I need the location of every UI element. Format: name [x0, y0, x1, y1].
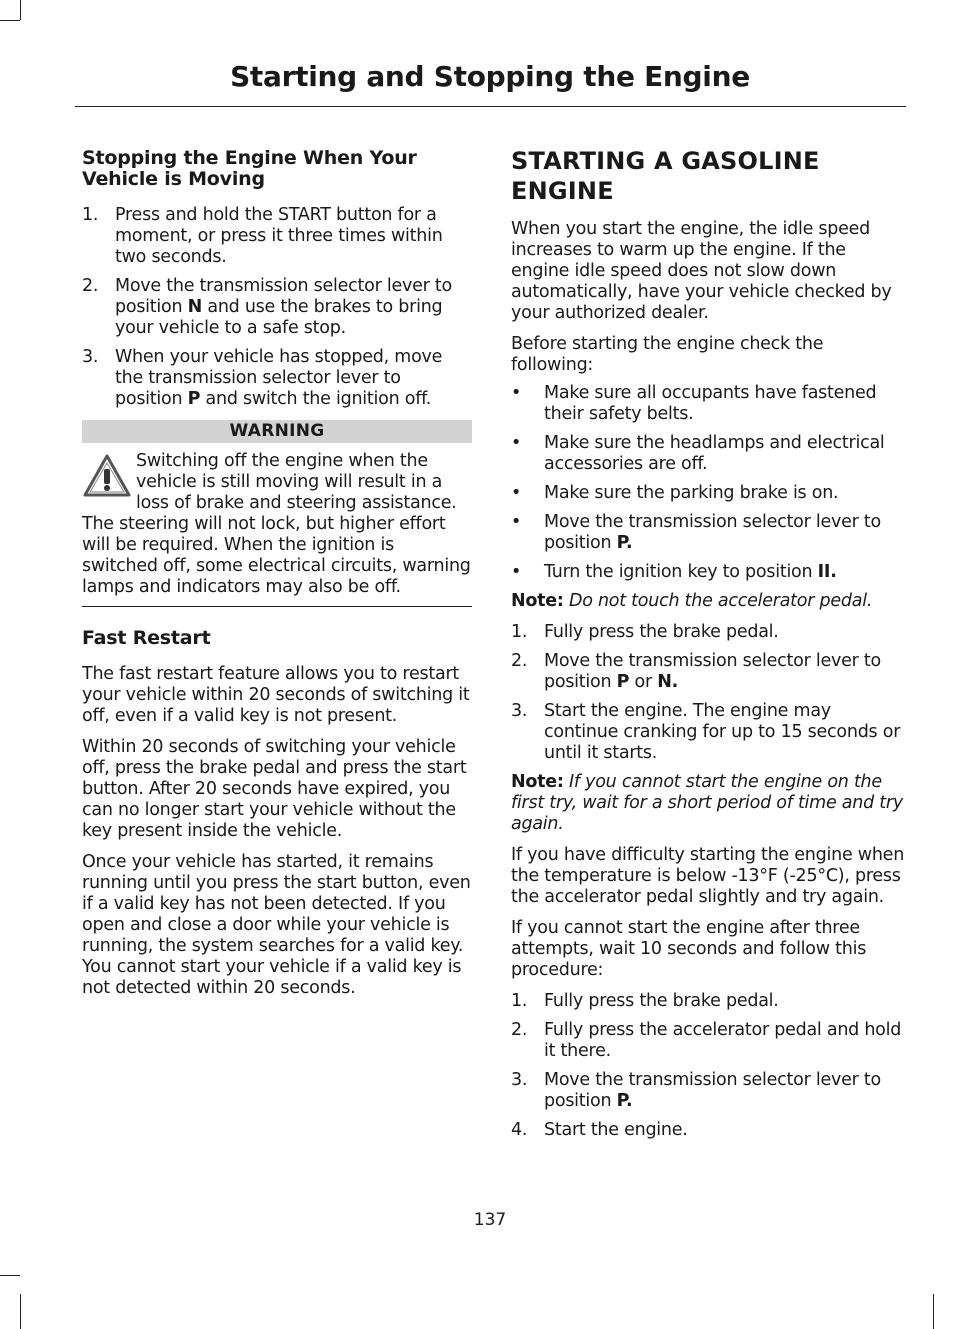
bullet-item	[511, 383, 906, 425]
crop-mark-bottom-right-v	[933, 1294, 934, 1329]
list-item	[82, 347, 472, 410]
note-1-label: Note:	[511, 591, 564, 611]
list-item	[511, 651, 906, 693]
bullet-item-marker: •	[511, 433, 522, 453]
bullet-item	[511, 512, 906, 554]
check-intro: Before starting the engine check the following:	[511, 334, 824, 375]
warning-text: Switching off the engine when the vehicle is still moving will result in a loss of brake and steering assistance. The steering will not lock, but higher effort will be required. When the ignition is switched off, some electrical circuits, warning lamps and indicators may also be off.	[82, 451, 471, 597]
title-rule	[75, 106, 906, 107]
bullet-item	[511, 562, 906, 583]
bullet-item-text: II.	[817, 562, 837, 582]
bullet-item	[511, 483, 906, 504]
warning-triangle-icon	[82, 453, 132, 499]
list-item	[511, 701, 906, 764]
list-item-text: Press and hold the START button for a moment, or press it three times within two seconds.	[115, 205, 443, 267]
note-2-label: Note:	[511, 772, 564, 792]
stop-steps-list	[82, 205, 472, 410]
bullet-item-marker: •	[511, 483, 522, 503]
list-item-marker: 1.	[82, 205, 99, 225]
checklist	[511, 383, 906, 583]
note-1	[511, 591, 906, 612]
list-item-marker: 2.	[82, 276, 99, 296]
list-item-text: Start the engine. The engine may continue cranking for up to 15 seconds or until it starts.	[544, 701, 901, 763]
left-column	[82, 146, 472, 1009]
list-item-marker: 2.	[511, 651, 528, 671]
list-item-text: Fully press the brake pedal.	[544, 991, 779, 1011]
list-item-text: Move the transmission selector lever to position	[544, 651, 881, 692]
warning-label: WARNING	[82, 420, 472, 443]
list-item-marker: 2.	[511, 1020, 528, 1040]
start-steps-list	[511, 622, 906, 764]
crop-mark-bottom-left-v	[20, 1294, 21, 1329]
list-item-marker: 3.	[82, 347, 99, 367]
bullet-item-text: Make sure the headlamps and electrical accessories are off.	[544, 433, 885, 474]
note-2	[511, 772, 906, 835]
list-item	[82, 276, 472, 339]
right-column	[511, 146, 906, 1149]
list-item-text: P	[616, 672, 630, 692]
cold-start-paragraph: If you have difficulty starting the engine when the temperature is below -13°F (-25°C), press the accelerator pedal slightly and try again.	[511, 845, 905, 907]
bullet-item-marker: •	[511, 383, 522, 403]
fast-restart-paragraph: The fast restart feature allows you to restart your vehicle within 20 seconds of switching it off, even if a valid key is not present.	[82, 664, 470, 726]
bullet-item-marker: •	[511, 512, 522, 532]
gasoline-heading: STARTING A GASOLINE ENGINE	[511, 147, 820, 205]
list-item-text: or	[629, 672, 658, 692]
bullet-item	[511, 433, 906, 475]
list-item-marker: 1.	[511, 622, 528, 642]
list-item	[82, 205, 472, 268]
bullet-item-text: Move the transmission selector lever to position	[544, 512, 881, 553]
bullet-item-marker: •	[511, 562, 522, 582]
note-2-text: If you cannot start the engine on the first try, wait for a short period of time and try again.	[511, 772, 903, 834]
list-item-text: N.	[657, 672, 679, 692]
list-item-text: N	[187, 297, 203, 317]
intro-paragraph: When you start the engine, the idle speed increases to warm up the engine. If the engine idle speed does not slow down automatically, have your vehicle checked by your authorized dealer.	[511, 219, 892, 323]
list-item-text: Fully press the accelerator pedal and hold it there.	[544, 1020, 902, 1061]
crop-mark-top-left-h	[0, 20, 20, 21]
list-item-text: Move the transmission selector lever to position	[544, 1070, 881, 1111]
list-item	[511, 1020, 906, 1062]
page-title: Starting and Stopping the Engine	[230, 60, 750, 93]
list-item-text: When your vehicle has stopped, move the transmission selector lever to position	[115, 347, 443, 409]
list-item	[511, 622, 906, 643]
list-item-marker: 1.	[511, 991, 528, 1011]
stop-heading: Stopping the Engine When Your Vehicle is Moving	[82, 147, 417, 190]
list-item-marker: 4.	[511, 1120, 528, 1140]
warning-box	[82, 451, 472, 607]
crop-mark-bottom-left-h	[0, 1275, 20, 1276]
list-item-text: P	[187, 389, 201, 409]
list-item	[511, 1070, 906, 1112]
list-item	[511, 991, 906, 1012]
list-item-text: and switch the ignition off.	[200, 389, 432, 409]
crop-mark-top-left-v	[20, 0, 21, 20]
retry-paragraph: If you cannot start the engine after three attempts, wait 10 seconds and follow this procedure:	[511, 918, 867, 980]
bullet-item-text: Turn the ignition key to position	[544, 562, 818, 582]
list-item-text: and use the brakes to bring your vehicle to a safe stop.	[115, 297, 443, 338]
list-item-text: Start the engine.	[544, 1120, 688, 1140]
note-1-text: Do not touch the accelerator pedal.	[563, 591, 873, 611]
list-item-text: Fully press the brake pedal.	[544, 622, 779, 642]
list-item-marker: 3.	[511, 701, 528, 721]
bullet-item-text: P.	[616, 533, 633, 553]
bullet-item-text: Make sure the parking brake is on.	[544, 483, 839, 503]
list-item-text: P.	[616, 1091, 633, 1111]
list-item-marker: 3.	[511, 1070, 528, 1090]
fast-restart-body	[82, 664, 472, 999]
fast-restart-heading: Fast Restart	[82, 627, 211, 649]
page-number: 137	[473, 1210, 507, 1230]
list-item	[511, 1120, 906, 1141]
bullet-item-text: Make sure all occupants have fastened their safety belts.	[544, 383, 877, 424]
fast-restart-paragraph: Once your vehicle has started, it remains running until you press the start button, even if a valid key has not been detected. If you open and close a door while your vehicle is running, the system searches for a valid key. You cannot start your vehicle if a valid key is not detected within 20 seconds.	[82, 852, 471, 998]
list-item-text: Move the transmission selector lever to position	[115, 276, 452, 317]
fast-restart-paragraph: Within 20 seconds of switching your vehicle off, press the brake pedal and press the start button. After 20 seconds have expired, you can no longer start your vehicle without the key present inside the vehicle.	[82, 737, 467, 841]
retry-steps-list	[511, 991, 906, 1141]
